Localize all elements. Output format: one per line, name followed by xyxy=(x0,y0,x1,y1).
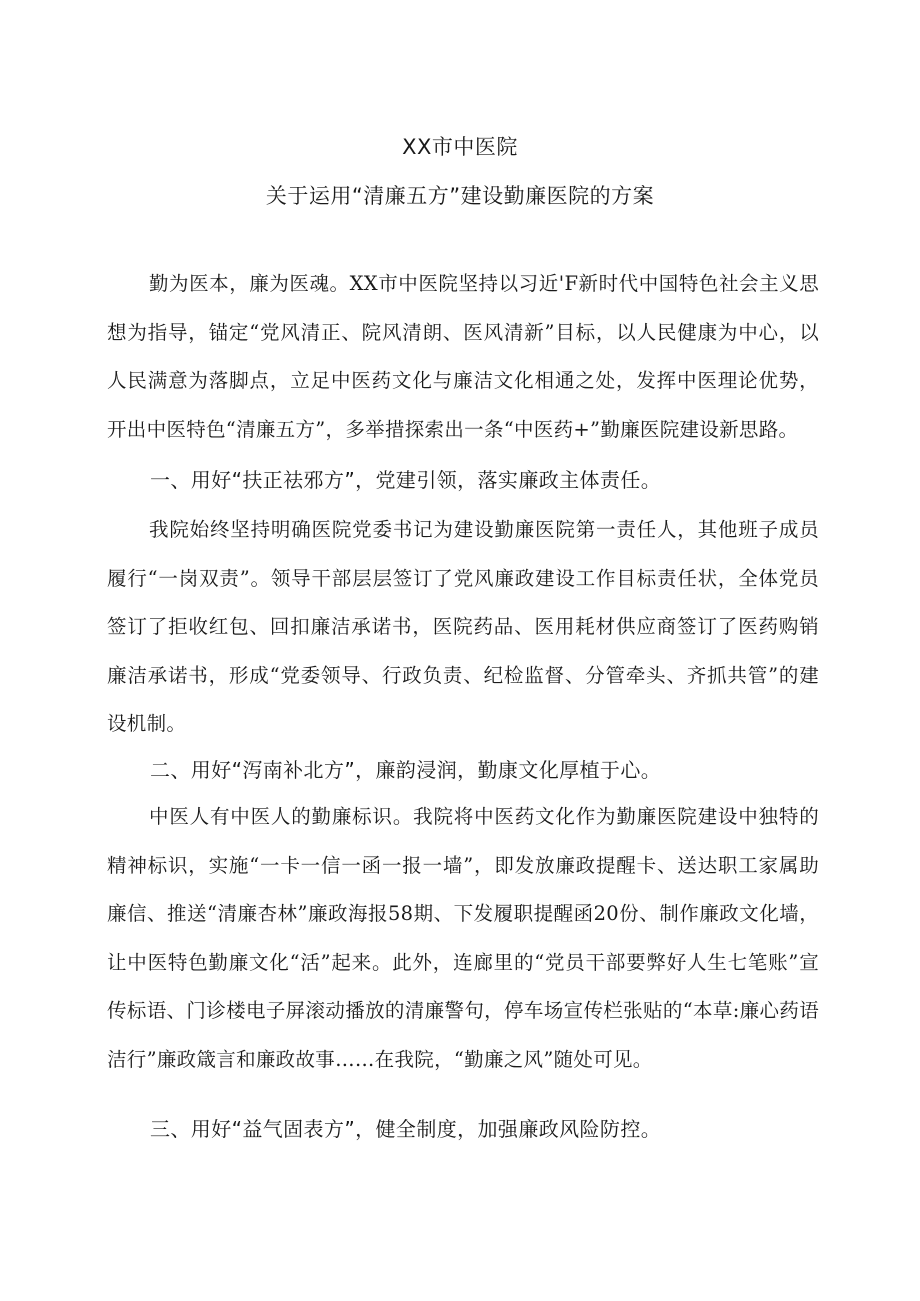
intro-paragraph: 勤为医本，廉为医魂。XX市中医院坚持以习近'F新时代中国特色社会主义思想为指导，锚定“党风清正、院风清朗、医风清新”目标，以人民健康为中心，以人民满意为落脚点，立足中医药文化与廉洁文化相通之处，发挥中医理论优势，开出中医特色“清廉五方”，多举措探索出一条“中医药+”勤廉医院建设新思路。 xyxy=(107,272,819,441)
document-title-line1: XX市中医院 xyxy=(402,135,518,159)
section-1-heading: 一、用好“扶正祛邪方”，党建引领，落实廉政主体责任。 xyxy=(150,468,662,492)
section-1-body: 我院始终坚持明确医院党委书记为建设勤廉医院第一责任人，其他班子成员履行“一岗双责”。领导干部层层签订了党风廉政建设工作目标责任状，全体党员签订了拒收红包、回扣廉洁承诺书，医院药品、医用耗材供应商签订了医药购销廉洁承诺书，形成“党委领导、行政负责、纪检监督、分管牵头、齐抓共管”的建设机制。 xyxy=(107,518,819,735)
section-3-heading: 三、用好“益气固表方”，健全制度，加强廉政风险防控。 xyxy=(150,1117,662,1141)
section-2-heading: 二、用好“泻南补北方”，廉韵浸润，勤康文化厚植于心。 xyxy=(150,758,662,782)
document-title-line2: 关于运用“清廉五方”建设勤廉医院的方案 xyxy=(265,184,655,208)
section-2-body: 中医人有中医人的勤廉标识。我院将中医药文化作为勤廉医院建设中独特的精神标识，实施“一卡一信一函一报一墙”，即发放廉政提醒卡、送达职工家属助廉信、推送“清廉杏林”廉政海报58期、下发履职提醒函20份、制作廉政文化墙，让中医特色勤廉文化“活”起来。此外，连廊里的“党员干部要弊好人生七笔账”宣传标语、门诊楼电子屏滚动播放的清廉警句，停车场宣传栏张贴的“本草:廉心药语洁行”廉政箴言和廉政故事……在我院，“勤廉之风”随处可见。 xyxy=(107,805,819,1071)
